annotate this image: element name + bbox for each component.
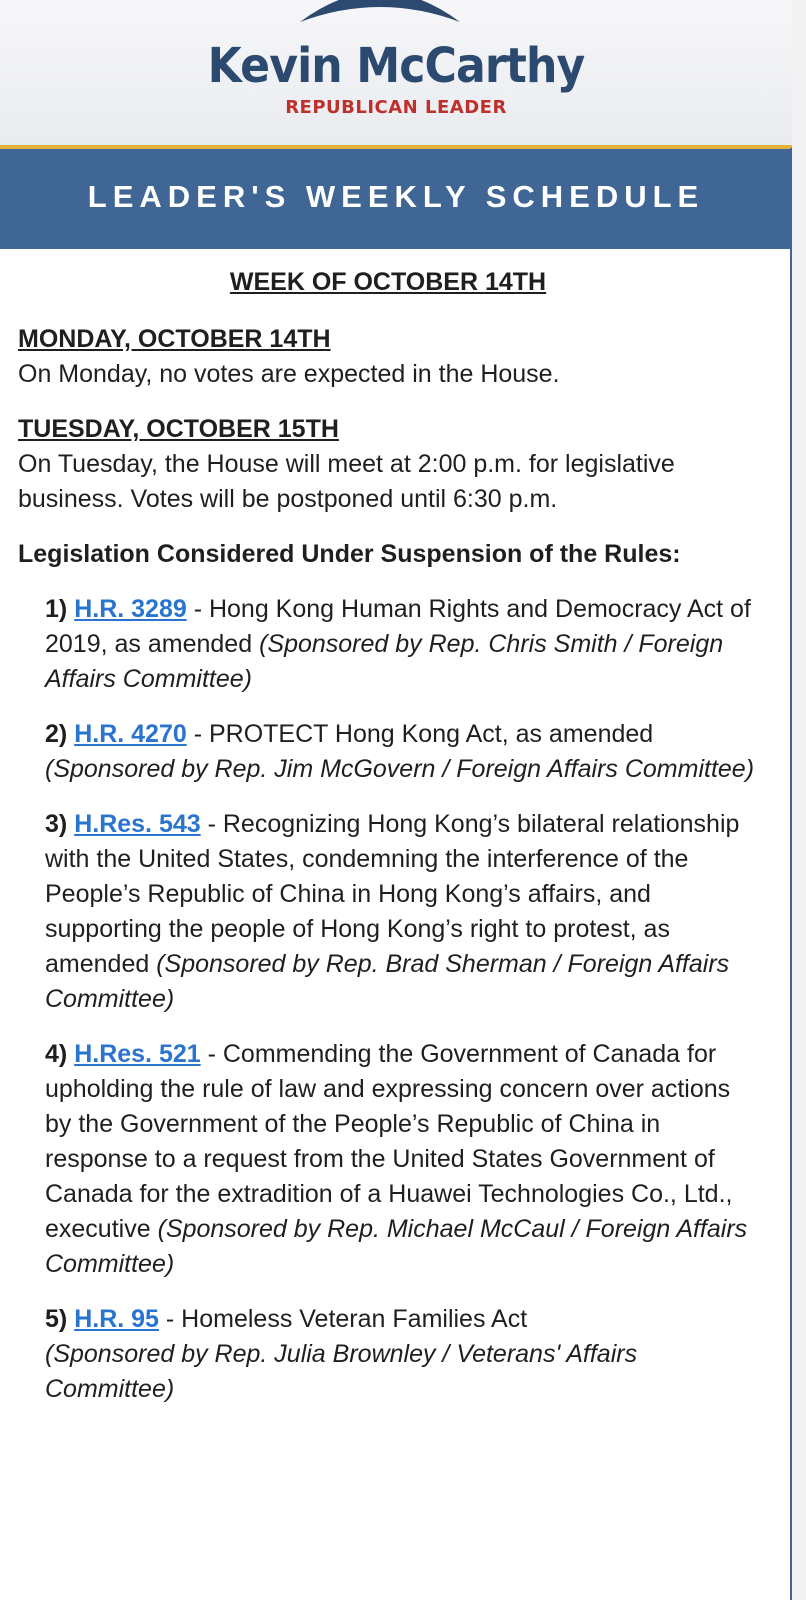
leader-name: Kevin McCarthy [207,38,585,94]
bill-link[interactable]: H.R. 4270 [74,720,187,748]
bill-link[interactable]: H.Res. 543 [74,810,201,838]
bill-link[interactable]: H.R. 95 [74,1305,159,1333]
bill-description: - Commending the Government of Canada for upholding the rule of law and expressing concern over actions by the Government of the People’s Republic of China in response to a request from the United States Government of Canada for the extradition of a Huawei Technologies Co., Ltd., executive [45,1040,733,1243]
bill-link[interactable]: H.R. 3289 [74,595,187,623]
bill-number: 1) [45,595,68,623]
bill-sponsor: (Sponsored by Rep. Brad Sherman / Foreign Affairs Committee) [45,950,730,1013]
bill-description: - Recognizing Hong Kong’s bilateral relationship with the United States, condemning the interference of the People’s Republic of China in Hong Kong’s affairs, and supporting the people of Hong Kong’s right to protest, as amended [45,810,740,978]
bill-item [45,592,758,697]
bill-list [45,592,758,1407]
bill-sponsor: (Sponsored by Rep. Jim McGovern / Foreign Affairs Committee) [45,755,755,783]
bill-number: 2) [45,720,68,748]
bill-item [45,1037,758,1282]
bill-link[interactable]: H.Res. 521 [74,1040,201,1068]
week-title: WEEK OF OCTOBER 14TH [229,268,547,296]
header [0,0,792,146]
bill-number: 5) [45,1305,68,1333]
day-heading: TUESDAY, OCTOBER 15TH [18,415,339,443]
day-text: On Tuesday, the House will meet at 2:00 p.m. for legislative business. Votes will be postponed until 6:30 p.m. [18,450,675,513]
bill-description: - Hong Kong Human Rights and Democracy Act of 2019, as amended [45,595,751,658]
bill-description: - PROTECT Hong Kong Act, as amended [186,720,654,748]
banner-title: LEADER'S WEEKLY SCHEDULE [87,179,705,214]
bill-sponsor: (Sponsored by Rep. Chris Smith / Foreign Affairs Committee) [45,630,724,693]
day-tuesday [18,412,758,517]
leader-title: REPUBLICAN LEADER [285,97,507,118]
bill-description: - Homeless Veteran Families Act [158,1305,528,1333]
bill-item [45,717,758,787]
page-margin [792,0,806,1600]
schedule-content [18,265,758,1427]
schedule-banner [0,149,792,249]
suspension-heading: Legislation Considered Under Suspension of the Rules: [18,540,681,568]
bill-item [45,1302,758,1407]
bill-number: 4) [45,1040,68,1068]
day-monday [18,322,758,392]
bill-number: 3) [45,810,68,838]
bill-sponsor: (Sponsored by Rep. Michael McCaul / Foreign Affairs Committee) [45,1215,748,1278]
bill-item [45,807,758,1017]
capitol-dome-icon [300,0,460,22]
day-text: On Monday, no votes are expected in the House. [18,360,560,388]
bill-sponsor: (Sponsored by Rep. Julia Brownley / Veterans' Affairs Committee) [45,1340,638,1403]
day-heading: MONDAY, OCTOBER 14TH [18,325,331,353]
